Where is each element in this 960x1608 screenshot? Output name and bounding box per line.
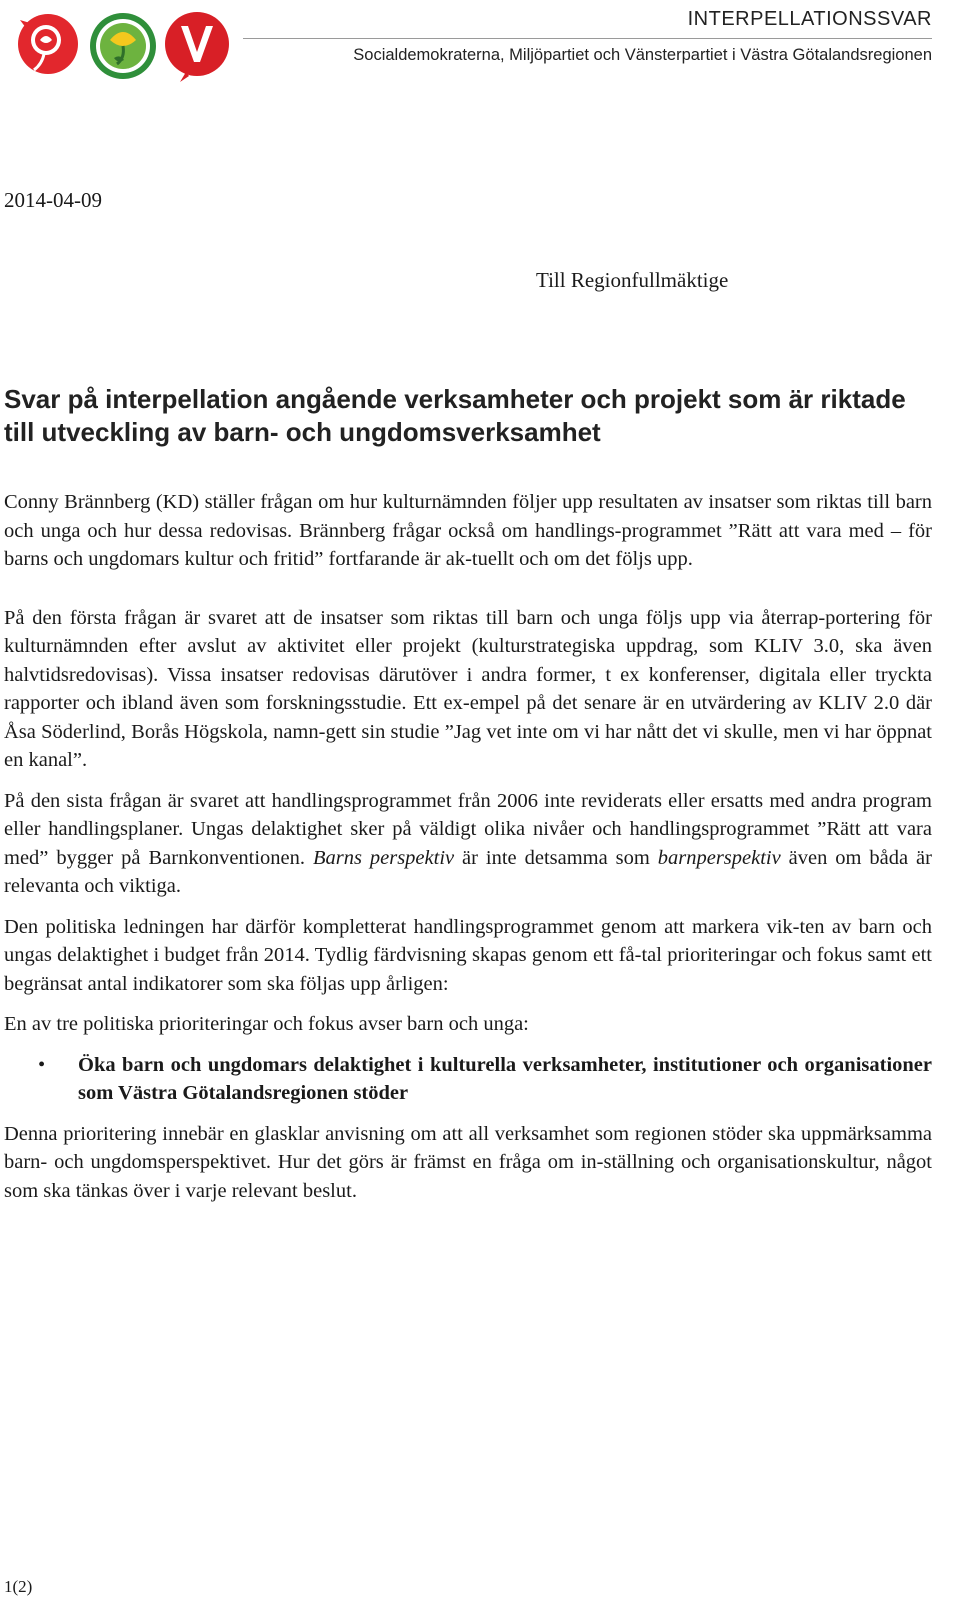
- paragraph-second-answer-start: På den sista frågan är svaret att handlingsprogrammet från 2006 inte reviderats eller ersatts med andra program eller handlingsplaner. Ungas delaktighet sker på väldigt olika nivåer och handlingsprogrammet ”Rätt att vara med” bygger på Barnkonventionen.: [4, 789, 932, 869]
- header-divider: [243, 38, 932, 39]
- priority-item: • Öka barn och ungdomars delaktighet i kulturella verksamheter, institutioner och organisationer som Västra Götalandsregionen stöder: [78, 1051, 932, 1108]
- v-logo-icon: [165, 12, 229, 82]
- paragraph-priorities-intro: En av tre politiska prioriteringar och fokus avser barn och unga:: [4, 1013, 529, 1035]
- party-logos-svg: [14, 6, 236, 84]
- paragraph-conclusion: Denna prioritering innebär en glasklar anvisning om att all verksamhet som regionen stöder ska uppmärksamma barn- och ungdomsperspektivet. Hur det görs är främst en fråga om in-ställning och organisationskultur, något som ska tänkas över i varje relevant beslut.: [4, 1122, 932, 1202]
- paragraph-first-answer: På den första frågan är svaret att de insatser som riktas till barn och unga följs upp via återrap-portering för kulturnämnden efter avslut av aktivitet eller projekt (kulturstrategiska uppdrag, som KLIV 3.0, ska även halvtidsredovisas). Vissa insatser redovisas därutöver i andra former, t ex konferenser, digitala eller tryckta rapporter och ibland även som forskningsstudie. Ett ex-empel på det senare är en utvärdering av KLIV 2.0 där Åsa Söderlind, Borås Högskola, namn-gett sin studie ”Jag vet inte om vi har nått det vi skulle, men vi har öppnat en kanal”.: [4, 606, 932, 771]
- party-logos: [14, 6, 236, 84]
- document-body: [4, 488, 932, 1217]
- paragraph-question: Conny Brännberg (KD) ställer frågan om hur kulturnämnden följer upp resultaten av insatser som riktas till barn och unga och hur dessa redovisas. Brännberg frågar också om handlings-programmet ”Rätt att vara med – för barns och ungdomars kultur och fritid” fortfarande är ak-tuellt och om det följs upp.: [4, 491, 932, 570]
- document-date: 2014-04-09: [4, 188, 102, 212]
- page-number: 1(2): [4, 1577, 33, 1596]
- paragraph-second-answer-end: även om båda är relevanta och viktiga.: [4, 846, 932, 897]
- header-parties: Socialdemokraterna, Miljöpartiet och Vänsterpartiet i Västra Götalandsregionen: [353, 46, 932, 64]
- paragraph-budget: Den politiska ledningen har därför kompletterat handlingsprogrammet genom att markera vik-ten av barn och ungas delaktighet i budget från 2014. Tydlig färdvisning skapas genom ett få-tal prioriteringar och fokus samt ett begränsat antal indikatorer som ska följas upp årligen:: [4, 915, 932, 995]
- rose-logo-icon: [18, 14, 78, 74]
- emphasis-barns-perspektiv: Barns perspektiv: [312, 846, 455, 869]
- page-title: Svar på interpellation angående verksamheter och projekt som är riktade till utveckling av barn- och ungdomsverksamhet: [4, 384, 906, 447]
- dandelion-logo-icon: [90, 13, 156, 79]
- paragraph-second-answer-mid: är inte detsamma som: [454, 846, 658, 869]
- priority-list: [4, 1051, 932, 1108]
- recipient: Till Regionfullmäktige: [536, 268, 729, 292]
- paragraph-second-answer: [4, 787, 932, 901]
- emphasis-barnperspektiv: barnperspektiv: [657, 846, 781, 869]
- document-type-heading: INTERPELLATIONSSVAR: [687, 8, 932, 30]
